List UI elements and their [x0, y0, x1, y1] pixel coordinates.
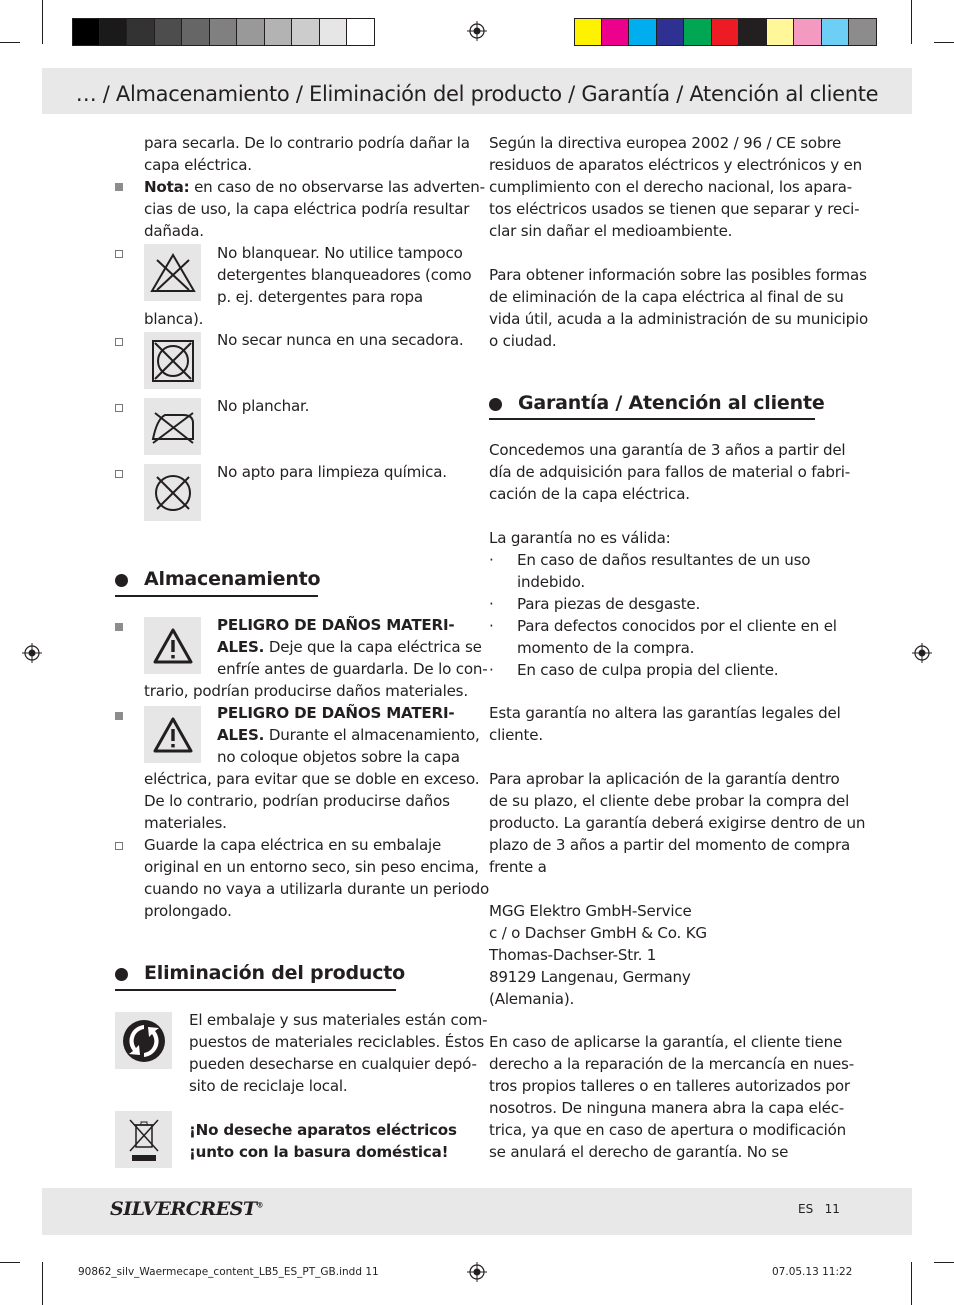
bullet-square-open	[115, 842, 123, 850]
care-text: blanca).	[144, 310, 204, 328]
warning-title: PELIGRO DE DAÑOS MATERI-	[217, 616, 455, 634]
body-line: Para piezas de desgaste.	[517, 595, 701, 613]
warning-line: no coloque objetos sobre la capa	[217, 748, 460, 766]
heading-bullet	[489, 398, 502, 411]
color-swatch	[155, 18, 183, 46]
color-swatch	[347, 18, 375, 46]
color-swatch	[657, 18, 685, 46]
slug-date: 07.05.13 11:22	[772, 1266, 853, 1278]
warning-icon	[144, 706, 201, 763]
heading-bullet	[115, 968, 128, 981]
bullet-square-open	[115, 404, 123, 412]
color-swatch	[794, 18, 822, 46]
color-swatch	[602, 18, 630, 46]
disposal-heading: Eliminación del producto	[144, 962, 405, 984]
body-line: o ciudad.	[489, 332, 557, 350]
no-dry-clean-icon	[144, 464, 201, 521]
bullet-square-open	[115, 338, 123, 346]
weee-bin-icon	[115, 1111, 172, 1168]
slug-filename: 90862_silv_Waermecape_content_LB5_ES_PT_GB.indd 11	[78, 1266, 379, 1278]
warning-line: eléctrica, para evitar que se doble en exceso.	[144, 770, 480, 788]
care-text: No secar nunca en una secadora.	[217, 331, 464, 349]
heading-underline	[489, 418, 815, 420]
color-swatch	[629, 18, 657, 46]
body-line: Para aprobar la aplicación de la garantía dentro	[489, 770, 840, 788]
warning-line: ALES. Durante el almacenamiento,	[217, 726, 480, 744]
brand-logo: SILVERCREST®	[110, 1198, 263, 1220]
body-line: día de adquisición para fallos de material o fabri-	[489, 463, 851, 481]
gray-color-bar	[72, 18, 375, 46]
body-line: frente a	[489, 858, 547, 876]
body-line: En caso de aplicarse la garantía, el cliente tiene	[489, 1033, 843, 1051]
nota-line: cias de uso, la capa eléctrica podría resultar	[144, 200, 470, 218]
color-swatch	[767, 18, 795, 46]
process-color-bar	[574, 18, 877, 46]
body-line: derecho a la reparación de la mercancía en nues-	[489, 1055, 854, 1073]
storage-heading: Almacenamiento	[144, 568, 321, 590]
body-line: Thomas-Dachser-Str. 1	[489, 946, 657, 964]
storage-line: original en un entorno seco, sin peso encima,	[144, 858, 479, 876]
bullet-square	[115, 183, 123, 191]
bullet-square	[115, 623, 123, 631]
body-line: tos eléctricos usados se tienen que separar y reci-	[489, 200, 860, 218]
bullet-square-open	[115, 250, 123, 258]
body-line: (Alemania).	[489, 990, 575, 1008]
warning-line: materiales.	[144, 814, 227, 832]
body-line: de su plazo, el cliente debe probar la compra del	[489, 792, 850, 810]
body-line: trica, ya que en caso de apertura o modificación	[489, 1121, 846, 1139]
storage-line: Guarde la capa eléctrica en su embalaje	[144, 836, 442, 854]
color-swatch	[72, 18, 100, 46]
color-swatch	[739, 18, 767, 46]
color-swatch	[849, 18, 877, 46]
body-line: En caso de daños resultantes de un uso	[517, 551, 811, 569]
no-iron-icon	[144, 398, 201, 455]
color-swatch	[822, 18, 850, 46]
page-number: ES 11	[798, 1202, 840, 1216]
storage-line: cuando no vaya a utilizarla durante un periodo	[144, 880, 490, 898]
registration-mark-icon	[912, 643, 932, 663]
color-swatch	[100, 18, 128, 46]
color-swatch	[292, 18, 320, 46]
care-text: detergentes blanqueadores (como	[217, 266, 472, 284]
body-line: Para defectos conocidos por el cliente en el	[517, 617, 837, 635]
bullet-dot: ·	[489, 661, 494, 679]
care-text: No planchar.	[217, 397, 310, 415]
color-swatch	[320, 18, 348, 46]
body-line: nosotros. De ninguna manera abra la capa eléc-	[489, 1099, 845, 1117]
warning-title: PELIGRO DE DAÑOS MATERI-	[217, 704, 455, 722]
warning-line: De lo contrario, podrían producirse daños	[144, 792, 450, 810]
body-line: se anulará el derecho de garantía. No se	[489, 1143, 789, 1161]
bullet-dot: ·	[489, 617, 494, 635]
body-line: En caso de culpa propia del cliente.	[517, 661, 779, 679]
intro-line: para secarla. De lo contrario podría dañar la	[144, 134, 470, 152]
body-line: vida útil, acuda a la administración de su municipio	[489, 310, 869, 328]
body-line: Concedemos una garantía de 3 años a partir del	[489, 441, 846, 459]
body-line: tros propios talleres o en talleres autorizados por	[489, 1077, 850, 1095]
body-line: indebido.	[517, 573, 585, 591]
body-line: Esta garantía no altera las garantías legales del	[489, 704, 841, 722]
heading-underline	[115, 595, 318, 597]
warning-line: ALES. Deje que la capa eléctrica se	[217, 638, 482, 656]
color-swatch	[182, 18, 210, 46]
body-line: cación de la capa eléctrica.	[489, 485, 690, 503]
body-line: producto. La garantía deberá exigirse dentro de un	[489, 814, 866, 832]
recycle-icon	[115, 1012, 172, 1069]
body-line: La garantía no es válida:	[489, 529, 671, 547]
recycle-text: sito de reciclaje local.	[189, 1077, 348, 1095]
body-line: de eliminación de la capa eléctrica al final de su	[489, 288, 844, 306]
body-line: cumplimiento con el derecho nacional, los apara-	[489, 178, 852, 196]
body-line: c / o Dachser GmbH & Co. KG	[489, 924, 707, 942]
bullet-dot: ·	[489, 551, 494, 569]
heading-underline	[115, 989, 396, 991]
no-bleach-icon	[144, 244, 201, 301]
heading-bullet	[115, 574, 128, 587]
no-tumble-dry-icon	[144, 332, 201, 389]
warning-line: trario, podrían producirse daños materiales.	[144, 682, 468, 700]
color-swatch	[127, 18, 155, 46]
color-swatch	[237, 18, 265, 46]
body-line: MGG Elektro GmbH-Service	[489, 902, 692, 920]
body-line: cliente.	[489, 726, 543, 744]
storage-line: prolongado.	[144, 902, 232, 920]
nota-line: dañada.	[144, 222, 204, 240]
weee-text: ¡unto con la basura doméstica!	[189, 1143, 449, 1161]
care-text: p. ej. detergentes para ropa	[217, 288, 423, 306]
care-text: No blanquear. No utilice tampoco	[217, 244, 463, 262]
body-line: Para obtener información sobre las posibles formas	[489, 266, 867, 284]
warranty-heading: Garantía / Atención al cliente	[518, 392, 825, 414]
recycle-text: El embalaje y sus materiales están com-	[189, 1011, 488, 1029]
registration-mark-icon	[467, 21, 487, 41]
color-swatch	[265, 18, 293, 46]
bullet-dot: ·	[489, 595, 494, 613]
page-title: … / Almacenamiento / Eliminación del producto / Garantía / Atención al cliente	[75, 82, 879, 106]
registration-mark-icon	[22, 643, 42, 663]
recycle-text: pueden desecharse en cualquier depó-	[189, 1055, 477, 1073]
recycle-text: puestos de materiales reciclables. Éstos	[189, 1033, 485, 1051]
weee-text: ¡No deseche aparatos eléctricos	[189, 1121, 457, 1139]
nota-label: Nota:	[144, 178, 190, 196]
color-swatch	[684, 18, 712, 46]
care-text: No apto para limpieza química.	[217, 463, 447, 481]
body-line: residuos de aparatos eléctricos y electrónicos y en	[489, 156, 863, 174]
registration-mark-icon	[467, 1262, 487, 1282]
body-line: clar sin dañar el medioambiente.	[489, 222, 733, 240]
body-line: plazo de 3 años a partir del momento de compra	[489, 836, 850, 854]
intro-line: capa eléctrica.	[144, 156, 252, 174]
color-swatch	[210, 18, 238, 46]
color-swatch	[574, 18, 602, 46]
bullet-square	[115, 712, 123, 720]
body-line: momento de la compra.	[517, 639, 695, 657]
body-line: 89129 Langenau, Germany	[489, 968, 691, 986]
nota-line: Nota: en caso de no observarse las adverten-	[144, 178, 485, 196]
body-line: Según la directiva europea 2002 / 96 / CE sobre	[489, 134, 842, 152]
warning-icon	[144, 617, 201, 674]
bullet-square-open	[115, 470, 123, 478]
color-swatch	[712, 18, 740, 46]
warning-line: enfríe antes de guardarla. De lo con-	[217, 660, 488, 678]
